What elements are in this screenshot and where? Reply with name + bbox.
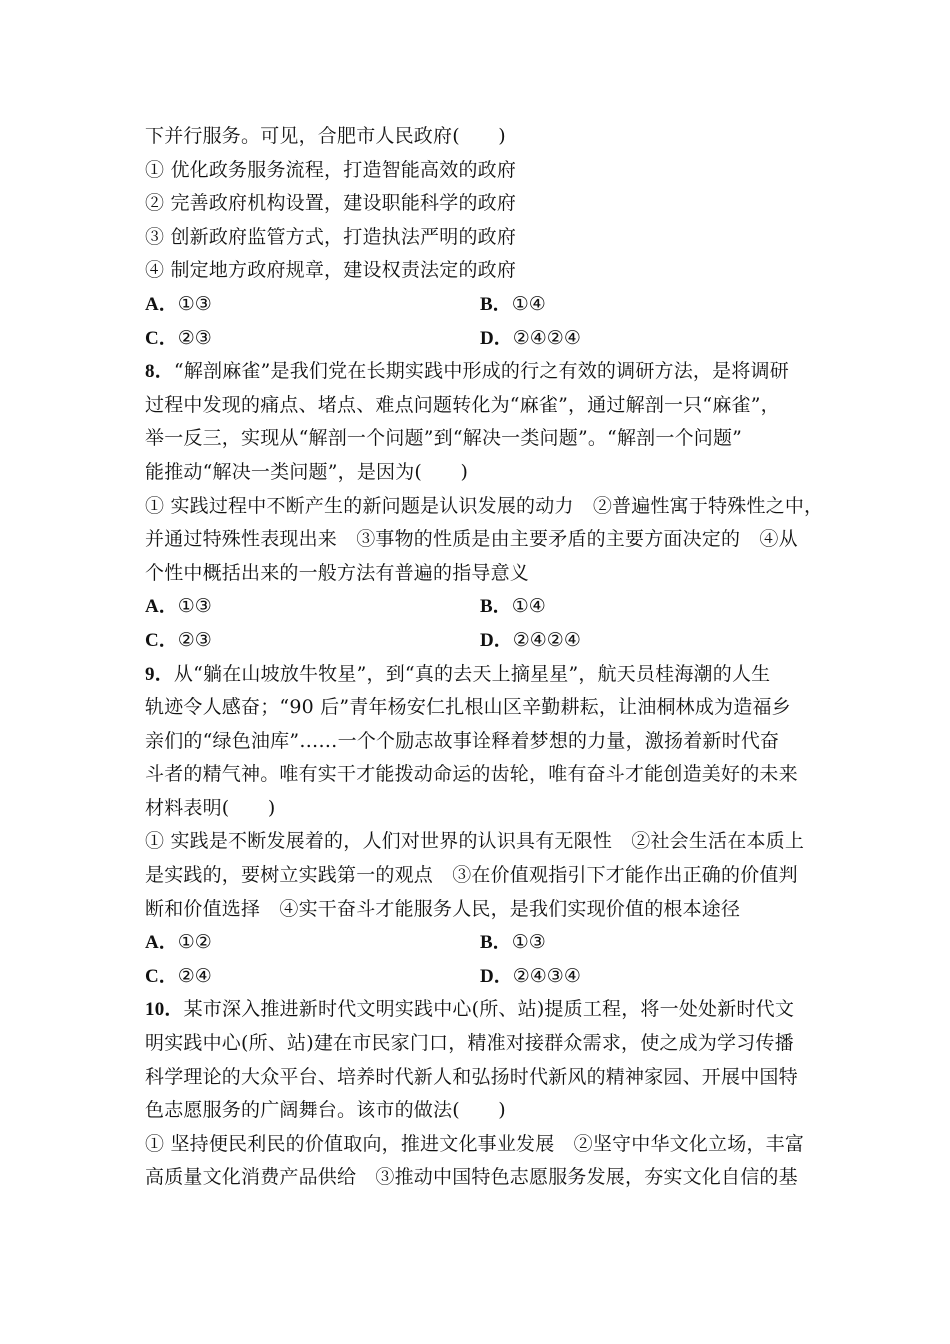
question-stem-line: 能推动“解决一类问题”，是因为( ) [145, 460, 469, 483]
option-letter: C． [145, 965, 178, 987]
option-text: ①③ [177, 595, 212, 618]
statement-3: ③ 创新政府监管方式，打造执法严明的政府 [145, 225, 517, 248]
options-row-ab [145, 590, 815, 624]
option-c [145, 960, 480, 994]
option-letter: C． [145, 327, 178, 349]
question-stem-line: 举一反三，实现从“解剖一个问题”到“解决一类问题”。“解剖一个问题” [145, 427, 743, 450]
question-10 [145, 993, 815, 1195]
statement-line: 断和价值选择 ④实干奋斗才能服务人民，是我们实现价值的根本途径 [145, 897, 741, 920]
statement-1: ① 优化政务服务流程，打造智能高效的政府 [145, 158, 517, 181]
option-text: ①③ [177, 292, 212, 315]
question-9 [145, 658, 815, 994]
option-letter: A． [145, 932, 178, 954]
option-c [145, 624, 480, 658]
statement-line: ① 实践是不断发展着的，人们对世界的认识具有无限性 ②社会生活在本质上 [145, 830, 805, 853]
option-d [480, 960, 815, 994]
option-a [145, 590, 480, 624]
question-stem-line [145, 658, 815, 692]
options-row-ab [145, 288, 815, 322]
option-text: ②④②④ [512, 326, 581, 349]
option-letter: A． [145, 596, 178, 618]
statement-4: ④ 制定地方政府规章，建设权责法定的政府 [145, 259, 517, 282]
statement-line: ① 坚持便民利民的价值取向，推进文化事业发展 ②坚守中华文化立场，丰富 [145, 1132, 805, 1155]
statement-2: ② 完善政府机构设置，建设职能科学的政府 [145, 192, 517, 215]
option-text: ①② [177, 931, 212, 954]
question-stem-line: 轨迹令人感奋；“90 后”青年杨安仁扎根山区辛勤耕耘，让油桐林成为造福乡 [145, 696, 791, 719]
question-stem-line: 亲们的“绿色油库”……一个个励志故事诠释着梦想的力量，激扬着新时代奋 [145, 729, 780, 752]
statement-line: 高质量文化消费产品供给 ③推动中国特色志愿服务发展，夯实文化自信的基 [145, 1166, 798, 1189]
options-row-cd [145, 322, 815, 356]
option-letter: C． [145, 629, 178, 651]
option-letter: D． [480, 327, 513, 349]
option-a [145, 288, 480, 322]
question-stem-line: 材料表明( ) [145, 796, 276, 819]
question-7 [145, 120, 815, 355]
option-text: ①④ [511, 595, 546, 618]
question-stem-line [145, 355, 815, 389]
options-row-cd [145, 624, 815, 658]
question-number: 10． [145, 999, 184, 1021]
option-letter: B． [480, 932, 512, 954]
question-stem-text: 从“躺在山坡放牛牧星”，到“真的去天上摘星星”，航天员桂海潮的人生 [173, 662, 771, 685]
option-b [480, 926, 815, 960]
question-stem-line: 下并行服务。可见，合肥市人民政府( ) [145, 125, 506, 147]
option-text: ②④ [177, 964, 212, 987]
option-letter: D． [480, 965, 513, 987]
statement-line: ① 实践过程中不断产生的新问题是认识发展的动力 ②普遍性寓于特殊性之中， [145, 494, 824, 517]
option-b [480, 590, 815, 624]
page-content [145, 120, 824, 1195]
question-stem-line [145, 993, 815, 1027]
question-number: 8． [145, 361, 174, 383]
question-number: 9． [145, 663, 174, 685]
statement-line: 并通过特殊性表现出来 ③事物的性质是由主要矛盾的主要方面决定的 ④从 [145, 528, 798, 551]
options-row-ab [145, 926, 815, 960]
question-stem-line: 科学理论的大众平台、培养时代新人和弘扬时代新风的精神家园、开展中国特 [145, 1065, 798, 1088]
question-stem-text: “解剖麻雀”是我们党在长期实践中形成的行之有效的调研方法，是将调研 [173, 360, 789, 383]
option-letter: B． [480, 596, 512, 618]
option-text: ②④②④ [512, 628, 581, 651]
option-text: ②④③④ [512, 964, 581, 987]
option-text: ①③ [511, 931, 546, 954]
option-c [145, 322, 480, 356]
option-b [480, 288, 815, 322]
options-row-cd [145, 960, 815, 994]
option-text: ①④ [511, 292, 546, 315]
question-stem-line: 过程中发现的痛点、堵点、难点问题转化为“麻雀”，通过解剖一只“麻雀”， [145, 393, 780, 416]
question-stem-line: 色志愿服务的广阔舞台。该市的做法( ) [145, 1099, 506, 1122]
option-letter: D． [480, 629, 513, 651]
option-d [480, 624, 815, 658]
option-d [480, 322, 815, 356]
question-stem-line: 斗者的精气神。唯有实干才能拨动命运的齿轮，唯有奋斗才能创造美好的未来 [145, 763, 798, 786]
option-letter: B． [480, 293, 512, 315]
question-stem-text: 某市深入推进新时代文明实践中心(所、站)提质工程，将一处处新时代文 [183, 998, 795, 1021]
statement-line: 个性中概括出来的一般方法有普遍的指导意义 [145, 561, 530, 584]
option-text: ②③ [177, 628, 212, 651]
option-letter: A． [145, 293, 178, 315]
statement-line: 是实践的，要树立实践第一的观点 ③在价值观指引下才能作出正确的价值判 [145, 864, 798, 887]
question-8 [145, 355, 824, 657]
question-stem-line: 明实践中心(所、站)建在市民家门口，精准对接群众需求，使之成为学习传播 [145, 1032, 794, 1055]
option-a [145, 926, 480, 960]
option-text: ②③ [177, 326, 212, 349]
